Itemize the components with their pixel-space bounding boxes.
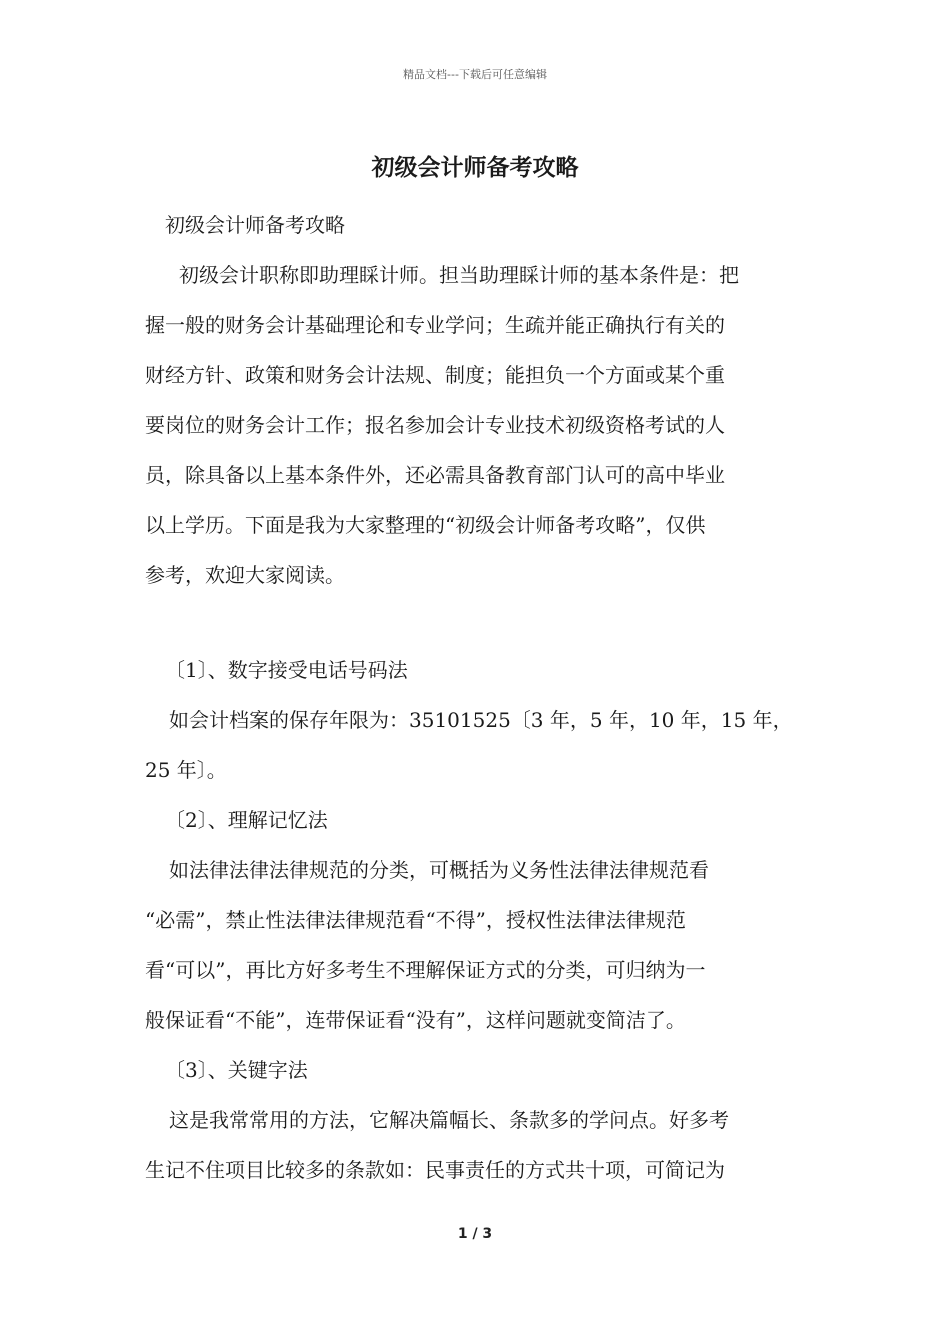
paragraph-line: 如会计档案的保存年限为：35101525〔3 年，5 年，10 年，15 年， (169, 708, 793, 732)
paragraph-line: 员，除具备以上基本条件外，还必需具备教育部门认可的高中毕业 (145, 463, 725, 487)
paragraph-line: 参考，欢迎大家阅读。 (145, 563, 345, 587)
paragraph-line: 般保证看“不能”，连带保证看“没有”，这样问题就变简洁了。 (145, 1008, 686, 1032)
paragraph-line: 如法律法律法律规范的分类，可概括为义务性法律法律规范看 (169, 858, 709, 882)
paragraph-line: “必需”，禁止性法律法律规范看“不得”，授权性法律法律规范 (145, 908, 686, 932)
paragraph-gap (145, 600, 815, 645)
paragraph-line: 握一般的财务会计基础理论和专业学问；生疏并能正确执行有关的 (145, 313, 725, 337)
subtitle-line: 初级会计师备考攻略 (165, 213, 345, 237)
paragraph-line: 25 年〕。 (145, 758, 227, 782)
page-header-note: 精品文档---下载后可任意编辑 (403, 68, 547, 81)
paragraph-line: 财经方针、政策和财务会计法规、制度；能担负一个方面或某个重 (145, 363, 725, 387)
paragraph-line: 生记不住项目比较多的条款如：民事责任的方式共十项，可简记为 (145, 1158, 725, 1182)
section-heading-2: 〔2〕、理解记忆法 (165, 808, 328, 832)
document-title: 初级会计师备考攻略 (371, 154, 579, 181)
paragraph-line: 初级会计职称即助理睬计师。担当助理睬计师的基本条件是：把 (179, 263, 739, 287)
paragraph-line: 看“可以”，再比方好多考生不理解保证方式的分类，可归纳为一 (145, 958, 706, 982)
document-body (145, 200, 815, 1195)
paragraph-line: 以上学历。下面是我为大家整理的“初级会计师备考攻略”，仅供 (145, 513, 706, 537)
paragraph-line: 要岗位的财务会计工作；报名参加会计专业技术初级资格考试的人 (145, 413, 725, 437)
section-heading-3: 〔3〕、关键字法 (165, 1058, 308, 1082)
section-heading-1: 〔1〕、数字接受电话号码法 (165, 658, 408, 682)
page-number: 1 / 3 (457, 1226, 493, 1242)
paragraph-line: 这是我常常用的方法，它解决篇幅长、条款多的学问点。好多考 (169, 1108, 729, 1132)
